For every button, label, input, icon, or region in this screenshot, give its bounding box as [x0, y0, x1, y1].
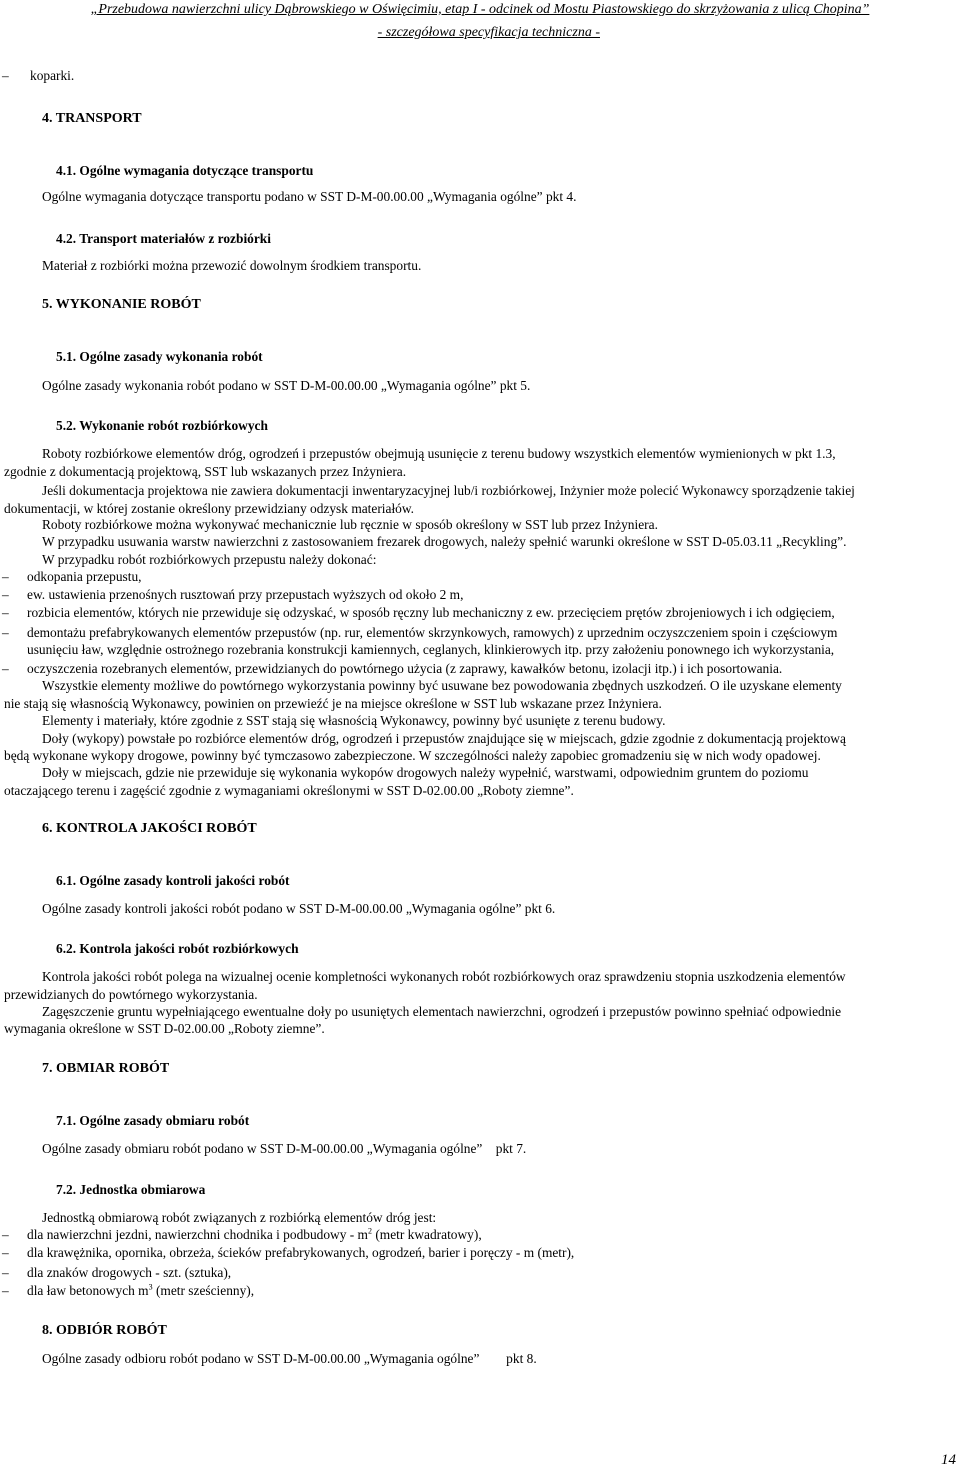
paragraph: Jednostką obmiarową robót związanych z rozbiórką elementów dróg jest: [42, 1210, 437, 1225]
paragraph: będą wykonane wykopy drogowe, powinny być tymczasowo zabezpieczone. W szczególności należy zapobiec gromadzeniu się w nich wody opadowej. [4, 748, 821, 763]
dash-bullet: – [2, 587, 9, 602]
paragraph: Kontrola jakości robót polega na wizualnej ocenie kompletności wykonanych robót rozbiórkowych oraz sprawdzeniu stopnia uszkodzenia elementów [42, 969, 846, 984]
dash-bullet: – [2, 605, 9, 620]
subsection-heading: 6.1. Ogólne zasady kontroli jakości robót [56, 873, 290, 888]
subsection-heading: 7.1. Ogólne zasady obmiaru robót [56, 1113, 250, 1128]
list-item: usunięciu ław, względnie ostrożnego rozebrania konstrukcji kamiennych, ceglanych, klinkierowych itp. przy założeniu ponownego ich wykorzystania, [27, 642, 835, 657]
paragraph: przewidzianych do powtórnego wykorzystania. [4, 987, 258, 1002]
list-item: oczyszczenia rozebranych elementów, przewidzianych do powtórnego użycia (z zaprawy, kawałków betonu, izolacji itp.) i ich posortowania. [27, 661, 783, 676]
paragraph: Roboty rozbiórkowe można wykonywać mechanicznie lub ręcznie w sposób określony w SST lub przez Inżyniera. [42, 517, 658, 532]
subsection-heading: 4.2. Transport materiałów z rozbiórki [56, 231, 271, 246]
subsection-heading: 6.2. Kontrola jakości robót rozbiórkowych [56, 941, 299, 956]
list-item: odkopania przepustu, [27, 569, 142, 584]
list-item: ew. ustawienia przenośnych rusztowań przy przepustach wyższych od około 2 m, [27, 587, 464, 602]
paragraph: Ogólne zasady obmiaru robót podano w SST D-M-00.00.00 „Wymagania ogólne” pkt 7. [42, 1141, 527, 1156]
section-heading: 5. WYKONANIE ROBÓT [42, 297, 201, 312]
paragraph: W przypadku robót rozbiórkowych przepustu należy dokonać: [42, 552, 377, 567]
paragraph: nie stają się własnością Wykonawcy, powinien on przewieźć je na miejsce określone w SST lub wskazane przez Inżyniera. [4, 696, 662, 711]
paragraph: Ogólne zasady odbioru robót podano w SST D-M-00.00.00 „Wymagania ogólne” pkt 8. [42, 1351, 537, 1366]
paragraph: Jeśli dokumentacja projektowa nie zawiera dokumentacji inwentaryzacyjnej lub/i rozbiórkowej, Inżynier może polecić Wykonawcy sporządzenie takiej [42, 483, 855, 498]
list-item: koparki. [30, 68, 75, 83]
paragraph: wymagania określone w SST D-02.00.00 „Roboty ziemne”. [4, 1021, 325, 1036]
paragraph: Ogólne zasady wykonania robót podano w SST D-M-00.00.00 „Wymagania ogólne” pkt 5. [42, 378, 531, 393]
dash-bullet: – [2, 1265, 9, 1280]
subsection-heading: 4.1. Ogólne wymagania dotyczące transportu [56, 163, 314, 178]
section-heading: 8. ODBIÓR ROBÓT [42, 1323, 167, 1338]
paragraph: Wszystkie elementy możliwe do powtórnego wykorzystania powinny być usuwane bez powodowania zbędnych uszkodzeń. O ile uzyskane elementy [42, 678, 842, 693]
dash-bullet: – [2, 661, 9, 676]
list-item-text: (metr kwadratowy), [371, 1227, 482, 1242]
list-item-text: dla nawierzchni jezdni, nawierzchni chodnika i podbudowy - m [27, 1227, 368, 1242]
list-item-text: (metr sześcienny), [152, 1283, 255, 1298]
list-item [27, 1282, 254, 1299]
dash-bullet: – [2, 569, 9, 584]
paragraph: Ogólne wymagania dotyczące transportu podano w SST D-M-00.00.00 „Wymagania ogólne” pkt 4. [42, 189, 577, 204]
list-item: dla krawężnika, opornika, obrzeża, ścieków prefabrykowanych, ogrodzeń, barier i poręczy - m (metr), [27, 1245, 575, 1260]
list-item [27, 1226, 482, 1243]
paragraph: dokumentacji, w której zostanie określony przewidziany odzysk materiałów. [4, 501, 415, 516]
dash-bullet: – [2, 625, 9, 640]
paragraph: zgodnie z dokumentacją projektową, SST lub wskazanych przez Inżyniera. [4, 464, 407, 479]
document-header-title: „Przebudowa nawierzchni ulicy Dąbrowskiego w Oświęcimiu, etap I - odcinek od Mostu Piastowskiego do skrzyżowania z ulicą Chopina” [90, 2, 870, 17]
list-item: demontażu prefabrykowanych elementów przepustów (np. rur, elementów skrzynkowych, ramowych) z uprzednim oczyszczeniem spoin i częściowym [27, 625, 838, 640]
paragraph: Roboty rozbiórkowe elementów dróg, ogrodzeń i przepustów obejmują usunięcie z terenu budowy wszystkich elementów wymienionych w pkt 1.3, [42, 446, 836, 461]
page-number: 14 [941, 1452, 956, 1468]
dash-bullet: – [2, 1245, 9, 1260]
subsection-heading: 7.2. Jednostka obmiarowa [56, 1182, 206, 1197]
paragraph: otaczającego terenu i zagęścić zgodnie z wymaganiami określonymi w SST D-02.00.00 „Roboty ziemne”. [4, 783, 574, 798]
list-item: dla znaków drogowych - szt. (sztuka), [27, 1265, 232, 1280]
subsection-heading: 5.2. Wykonanie robót rozbiórkowych [56, 418, 268, 433]
list-item: rozbicia elementów, których nie przewiduje się odzyskać, w sposób ręczny lub mechaniczny z ew. przecięciem prętów zbrojeniowych i ich odgięciem, [27, 605, 835, 620]
superscript: 3 [148, 1282, 153, 1292]
section-heading: 4. TRANSPORT [42, 111, 142, 126]
paragraph: Doły w miejscach, gdzie nie przewiduje się wykonania wykopów drogowych należy wypełnić, warstwami, odpowiednim gruntem do poziomu [42, 765, 809, 780]
dash-bullet: – [2, 1283, 9, 1298]
paragraph: Doły (wykopy) powstałe po rozbiórce elementów dróg, ogrodzeń i przepustów znajdujące się w miejscach, gdzie zgodnie z dokumentacją projektową [42, 731, 846, 746]
subsection-heading: 5.1. Ogólne zasady wykonania robót [56, 349, 263, 364]
superscript: 2 [367, 1226, 372, 1236]
section-heading: 7. OBMIAR ROBÓT [42, 1061, 170, 1076]
paragraph: Elementy i materiały, które zgodnie z SST stają się własnością Wykonawcy, powinny być usunięte z terenu budowy. [42, 713, 666, 728]
section-heading: 6. KONTROLA JAKOŚCI ROBÓT [42, 821, 257, 836]
paragraph: Zagęszczenie gruntu wypełniającego ewentualne doły po usuniętych elementach nawierzchni, ogrodzeń i przepustów powinno spełniać odpowiednie [42, 1004, 842, 1019]
list-item-text: dla ław betonowych m [27, 1283, 149, 1298]
dash-bullet: – [2, 1227, 9, 1242]
document-header-subtitle: - szczegółowa specyfikacja techniczna - [377, 25, 600, 40]
paragraph: W przypadku usuwania warstw nawierzchni z zastosowaniem frezarek drogowych, należy spełnić warunki określone w SST D-05.03.11 „Recykling”. [42, 534, 847, 549]
paragraph: Ogólne zasady kontroli jakości robót podano w SST D-M-00.00.00 „Wymagania ogólne” pkt 6. [42, 901, 556, 916]
paragraph: Materiał z rozbiórki można przewozić dowolnym środkiem transportu. [42, 258, 422, 273]
dash-bullet: – [2, 68, 9, 83]
